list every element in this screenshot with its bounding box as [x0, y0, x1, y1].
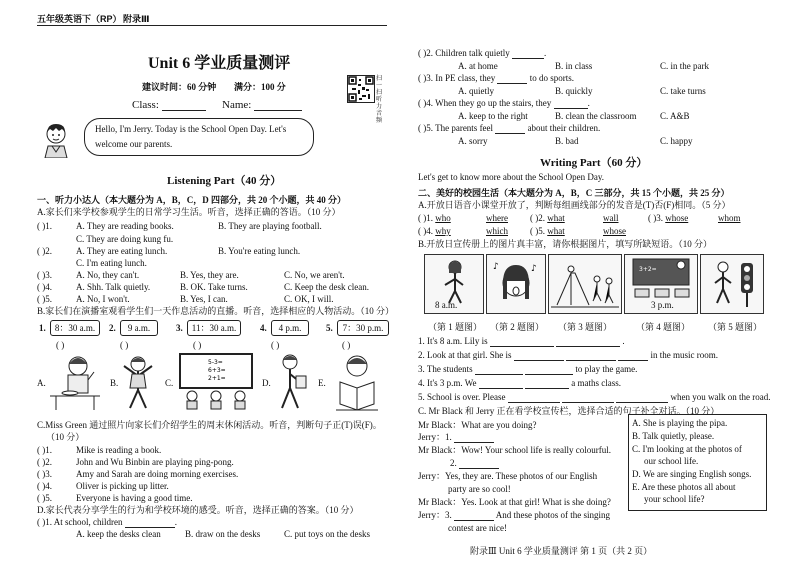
svg-text:♪: ♪ — [493, 262, 499, 272]
wC-opt-e2: your school life? — [644, 494, 705, 504]
partC-instr: C.Miss Green 通过照片向家长们介绍学生的周末休闲活动。听音，判断句子正(T)误(F)。 — [37, 420, 382, 430]
writing-heading: Writing Part（60 分） — [540, 157, 648, 169]
partC-q5-num: ( )5. — [37, 493, 52, 503]
partD-q2: ( )2. Children talk quietly . — [418, 48, 547, 58]
wA-instr: A.开放日语音小课堂开放了，判断每组画线部分的发音是(T)否(F)相同。（5 分） — [418, 200, 731, 210]
pic-d-boy-studying — [270, 352, 312, 412]
wB-q3: 3. The students to play the game. — [418, 364, 638, 374]
partA-q2-a: A. They are eating lunch. — [76, 246, 168, 256]
partA-q4-b: B. OK. Take turns. — [180, 282, 248, 292]
time-box-4: 4 p.m. — [271, 320, 309, 336]
wB-caption-4: （第 4 题图） — [636, 322, 691, 332]
partC-q2-text: John and Wu Binbin are playing ping-pong. — [76, 457, 234, 467]
partA-q3-num: ( )3. — [37, 270, 52, 280]
partA-instr: A.家长们来学校参观学生的日常学习生活。听音，选择正确的答语。（10 分） — [37, 207, 341, 217]
jerry-avatar — [40, 122, 74, 158]
wC-line-9: contest are nice! — [448, 523, 507, 533]
partD-q3-c: C. take turns — [660, 86, 706, 96]
partB-num-1: 1. — [39, 323, 46, 333]
pic-label-b: B. — [110, 378, 119, 388]
partA-q5-a: A. No, I won't. — [76, 294, 130, 304]
wB-caption-1: （第 1 题图） — [428, 322, 483, 332]
time-box-3: 11：30 a.m. — [187, 320, 241, 336]
wC-line-6: party are so cool! — [448, 484, 511, 494]
wB-pic-2 — [486, 254, 546, 314]
wB-pic-1 — [424, 254, 484, 314]
svg-text:♪: ♪ — [531, 264, 537, 274]
listening-heading: Listening Part（40 分） — [167, 175, 282, 187]
partA-q1-a: A. They are reading books. — [76, 221, 174, 231]
wB-pic-1-time: 8 a.m. — [435, 300, 458, 310]
partB-answer-1[interactable]: ( ) — [56, 340, 65, 350]
time-box-2: 9 a.m. — [120, 320, 158, 336]
partD-q1-c: C. put toys on the desks — [284, 529, 371, 539]
partD-q1-a: A. keep the desks clean — [76, 529, 161, 539]
partA-q3-b: B. Yes, they are. — [180, 270, 239, 280]
partA-q5-num: ( )5. — [37, 294, 52, 304]
partC-q4-text: Oliver is picking up litter. — [76, 481, 169, 491]
partD-q5-a: A. sorry — [458, 136, 488, 146]
partD-q4-a: A. keep to the right — [458, 111, 528, 121]
wC-opt-a: A. She is playing the pipa. — [632, 418, 728, 428]
wB-pic-4 — [624, 254, 698, 314]
partD-q2-b: B. in class — [555, 61, 593, 71]
partC-q4-num: ( )4. — [37, 481, 52, 491]
partA-q1-c: C. They are doing kung fu. — [76, 234, 174, 244]
partA-q2-b: B. You're eating lunch. — [218, 246, 301, 256]
speech-line-2: welcome our parents. — [95, 139, 173, 149]
wC-line-2: Jerry：1. — [418, 432, 494, 443]
wC-opt-c2: our school life. — [644, 456, 699, 466]
wB-instr: B.开放日宣传册上的图片真丰富，请你根据图片，填写所缺短语。（10 分） — [418, 239, 713, 249]
partD-q5: ( )5. The parents feel about their children. — [418, 123, 601, 133]
wC-opt-d: D. We are singing English songs. — [632, 469, 752, 479]
wB-q2: 2. Look at that girl. She is in the music room. — [418, 350, 718, 360]
wB-q5: 5. School is over. Please when you walk on the road. — [418, 392, 771, 402]
partD-q2-c: C. in the park — [660, 61, 709, 71]
qr-caption: 扫一扫 听力音频 — [376, 76, 383, 124]
wC-line-7: Mr Black：Yes. Look at that girl! What is she doing? — [418, 497, 611, 507]
wA-q3-w2: whom — [718, 213, 741, 223]
wA-q5-w2: whose — [603, 226, 626, 236]
partC-q1-text: Mike is reading a book. — [76, 445, 162, 455]
partD-q4-b: B. clean the classroom — [555, 111, 637, 121]
partB-instr: B.家长们在演播室观看学生们一天作息活动的直播。听音，选择相应的人物活动。（10 分） — [37, 306, 395, 316]
partC-q3-text: Amy and Sarah are doing morning exercises. — [76, 469, 239, 479]
partA-q1-b: B. They are playing football. — [218, 221, 322, 231]
wB-pic-4-time: 3 p.m. — [651, 300, 674, 310]
pic-a-boy-eating — [48, 352, 102, 412]
partD-instr: D.家长代表分享学生的行为和学校环境的感受。听音，选择正确的答案。（10 分） — [37, 505, 359, 515]
partA-q1-num: ( )1. — [37, 221, 52, 231]
pic-e-boy-reading — [328, 352, 386, 412]
partA-q3-a: A. No, they can't. — [76, 270, 140, 280]
wA-q2-w2: wall — [603, 213, 619, 223]
wC-line-4: 2. — [450, 458, 499, 469]
partD-q4: ( )4. When they go up the stairs, they . — [418, 98, 590, 108]
partD-q5-b: B. bad — [555, 136, 579, 146]
wA-q4: ( )4. why — [418, 226, 451, 236]
partC-score: （10 分） — [46, 432, 85, 442]
partA-q4-c: C. Keep the desk clean. — [284, 282, 369, 292]
page-footer: 附录Ⅲ Unit 6 学业质量测评 第 1 页（共 2 页） — [470, 546, 653, 556]
pic-label-d: D. — [262, 378, 271, 388]
partC-q1-num: ( )1. — [37, 445, 52, 455]
partA-q4-num: ( )4. — [37, 282, 52, 292]
header-grade: 五年级英语下（RP） — [37, 14, 122, 24]
partC-q5-text: Everyone is having a good time. — [76, 493, 193, 503]
partD-q3: ( )3. In PE class, they to do sports. — [418, 73, 574, 83]
pic-label-a: A. — [37, 378, 46, 388]
wA-q1: ( )1. who — [418, 213, 451, 223]
svg-text:3+2=: 3+2= — [639, 266, 657, 273]
wB-pic-5 — [700, 254, 764, 314]
page-title: Unit 6 学业质量测评 — [148, 55, 291, 72]
partD-q1: ( )1. At school, children . — [37, 517, 177, 527]
partB-answer-2[interactable]: ( ) — [120, 340, 129, 350]
header-appendix: 附录Ⅲ — [123, 14, 150, 24]
wC-line-1: Mr Black：What are you doing? — [418, 420, 537, 430]
name-label: Name: — [222, 100, 302, 111]
pic-c-maths-class — [176, 352, 256, 412]
svg-text:2+1=: 2+1= — [208, 375, 226, 382]
partD-q5-c: C. happy — [660, 136, 693, 146]
wB-caption-3: （第 3 题图） — [558, 322, 613, 332]
partB-answer-3[interactable]: ( ) — [193, 340, 202, 350]
wA-q4-w2: which — [486, 226, 508, 236]
partD-q1-b: B. draw on the desks — [185, 529, 261, 539]
score-label: 满分：100 分 — [234, 82, 286, 92]
wA-q1-w2: where — [486, 213, 508, 223]
wB-q1: 1. It's 8 a.m. Lily is . — [418, 336, 625, 346]
section1-title: 一、听力小达人（本大题分为 A，B，C，D 四部分，共 20 个小题，共 40 分） — [37, 195, 347, 205]
partA-q5-b: B. Yes, I can. — [180, 294, 228, 304]
wB-caption-5: （第 5 题图） — [708, 322, 763, 332]
pic-label-e: E. — [318, 378, 326, 388]
header-rule — [37, 25, 387, 26]
partB-num-4: 4. — [260, 323, 267, 333]
partB-answer-5[interactable]: ( ) — [342, 340, 351, 350]
wC-opt-c: C. I'm looking at the photos of — [632, 444, 742, 454]
writing-lead: Let's get to know more about the School Open Day. — [418, 172, 604, 182]
time-label: 建议时间：60 分钟 — [142, 82, 217, 92]
wA-q5: ( )5. what — [530, 226, 565, 236]
wB-caption-2: （第 2 题图） — [490, 322, 545, 332]
wC-line-8: Jerry：3. And these photos of the singing — [418, 510, 611, 520]
class-label: Class: — [132, 100, 206, 111]
partB-num-5: 5. — [326, 323, 333, 333]
wA-q3: ( )3. whose — [648, 213, 689, 223]
partD-q2-a: A. at home — [458, 61, 498, 71]
partA-q5-c: C. OK, I will. — [284, 294, 334, 304]
partD-q3-b: B. quickly — [555, 86, 593, 96]
partD-q4-c: C. A&B — [660, 111, 690, 121]
wB-q4: 4. It's 3 p.m. We a maths class. — [418, 378, 621, 388]
svg-text:6+3=: 6+3= — [208, 367, 226, 374]
wC-line-3: Mr Black：Wow! Your school life is really colourful. — [418, 445, 611, 455]
wA-q2: ( )2. what — [530, 213, 565, 223]
partA-q4-a: A. Shh. Talk quietly. — [76, 282, 151, 292]
pic-label-c: C. — [165, 378, 174, 388]
svg-text:5-3=: 5-3= — [208, 359, 223, 366]
partD-q3-a: A. quietly — [458, 86, 494, 96]
wC-opt-e: E. Are these photos all about — [632, 482, 736, 492]
section2-title: 二、美好的校园生活（本大题分为 A，B，C 三部分，共 15 个小题，共 25 分） — [418, 188, 730, 198]
time-box-1: 8：30 a.m. — [50, 320, 100, 336]
wB-pic-3 — [548, 254, 622, 314]
partB-num-2: 2. — [109, 323, 116, 333]
wC-instr: C. Mr Black 和 Jerry 正在看学校宣传栏，选择合适的句子补全对话。（10 分） — [418, 406, 720, 416]
wC-opt-b: B. Talk quietly, please. — [632, 431, 715, 441]
partB-answer-4[interactable]: ( ) — [271, 340, 280, 350]
qr-code[interactable] — [347, 75, 375, 103]
partA-q3-c: C. No, we aren't. — [284, 270, 345, 280]
partB-num-3: 3. — [176, 323, 183, 333]
pic-b-girl-exercising — [118, 352, 158, 412]
time-box-5: 7：30 p.m. — [337, 320, 389, 336]
partA-q2-num: ( )2. — [37, 246, 52, 256]
wC-line-5: Jerry：Yes, they are. These photos of our English — [418, 471, 598, 481]
speech-line-1: Hello, I'm Jerry. Today is the School Open Day. Let's — [95, 124, 287, 134]
partA-q2-c: C. I'm eating lunch. — [76, 258, 147, 268]
partC-q3-num: ( )3. — [37, 469, 52, 479]
partC-q2-num: ( )2. — [37, 457, 52, 467]
